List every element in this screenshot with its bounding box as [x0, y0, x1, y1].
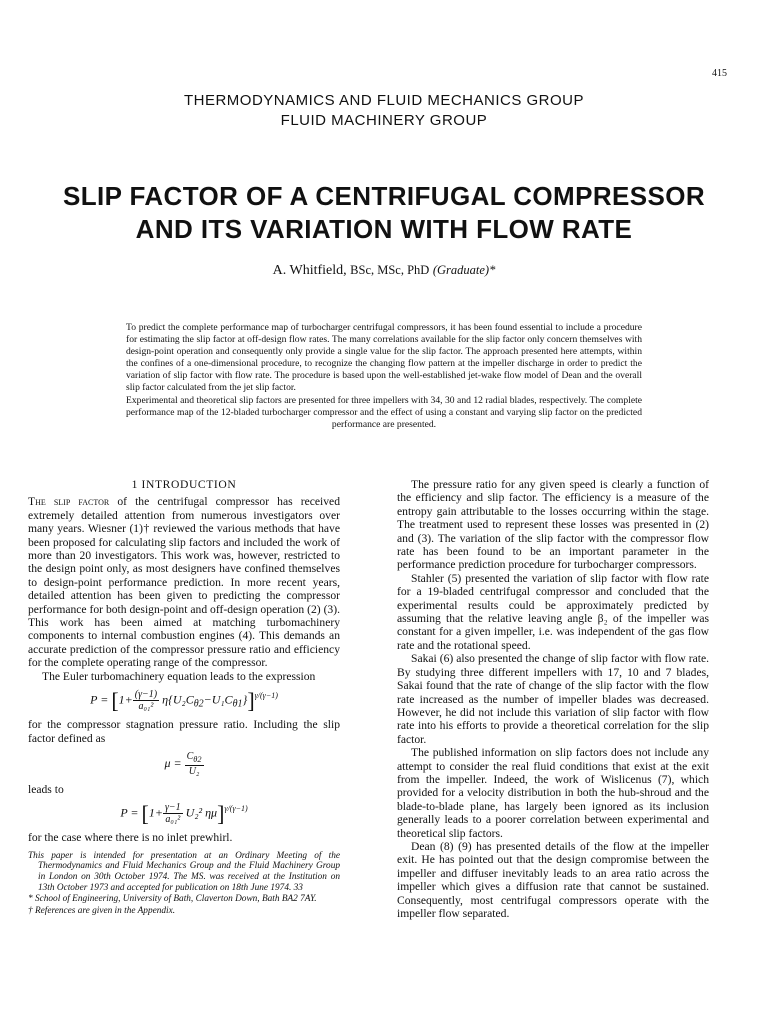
intro-text: of the centrifugal compressor has received extremely detailed attention from numerous investigators over many years. Wiesner (1)† reviewed the various methods that have been proposed for calculating slip factors and included the work of more than 20 investigators. This work was, however, restricted to the design point only, as most designers have confined themselves to design-point performance prediction. In more recent years, detailed attention has been given to predicting the compressor performance for both design-point and off-design operation (2) (3). This work has been aimed at matching turbomachinery components to internal combustion engines (4). This demands an accurate prediction of the compressor pressure ratio and efficiency for the complete operating range of the compressor. [28, 495, 340, 670]
abstract [126, 322, 642, 431]
leads-to: leads to [28, 782, 64, 796]
footnote-presentation: This paper is intended for presentation at an Ordinary Meeting of the Thermodynamics and Fluid Mechanics Group and the Fluid Machinery Group in London on 30th October 1974. The MS. was received at the Institution on 13th October 1973 and accepted for publication on 18th June 1974. 33 [28, 850, 340, 893]
right-paragraph-3: Sakai (6) also presented the change of slip factor with flow rate. By studying three different impellers with 17, 10 and 7 blades, Sakai found that the rate of change of the slip factor with the flow rate increased as the number of impeller blades was decreased. However, he did not include this variation of slip factor with flow rate into his efforts to provide a theoretical correlation for the slip factor. [397, 652, 709, 746]
abstract-paragraph-1: To predict the complete performance map of turbocharger centrifugal compressors, it has been found essential to include a procedure for estimating the slip factor at off-design flow rates. The many correlations available for the slip factor only concern themselves with design-point operation and consequently only provide a single value for the slip factor. The approach presented here attempts, within the confines of a one-dimensional procedure, to recognize the changing flow pattern at the impeller discharge in order to predict the variation of slip factor with flow rate. The procedure is based upon the well-established jet-wake flow model of Dean and the overall slip factor calculated from the jet slip factor. [126, 322, 642, 394]
abstract-paragraph-2: Experimental and theoretical slip factors are presented for three impellers with 34, 30 and 12 radial blades, respectively. The complete performance map of the 12-bladed turbocharger compressor and the effect of using a constant and varying slip factor on the predicted performance are presented. [126, 394, 642, 430]
right-paragraph-5: Dean (8) (9) has presented details of the flow at the impeller exit. He has pointed out that the design compromise between the impeller and diffuser inevitably leads to an area ratio across the impeller which gives a diffusion rate that cannot be sustained. Consequently, most centrifugal compressors operate with the impeller flow separated. [397, 839, 709, 920]
paper-title-line1: SLIP FACTOR OF A CENTRIFUGAL COMPRESSOR [62, 181, 706, 211]
equation-with-slip: P = [1+ $\frac{\gamma-1}{\text{a₀₁²}}$ U₂² ημ]$^{\gamma/(\gamma-1)}$ [120, 801, 248, 827]
right-paragraph-1: The pressure ratio for any given speed is clearly a function of the efficiency and slip factor. The efficiency is a measure of the entropy gain attributable to the losses occurring within the stage. The treatment used to represent these losses was presented in (2) and (3). The variation of the slip factor with the compressor flow rate has been found to be an important parameter in the performance prediction procedure for turbocharger compressors. [397, 478, 709, 572]
intro-paragraph-4: for the case where there is no inlet prewhirl. [28, 831, 233, 845]
right-paragraph-2: Stahler (5) presented the variation of slip factor with flow rate for a 19-bladed centrifugal compressor and concluded that the experimental results could be approximately predicted by assuming that the relative leaving angle β₂ of the impeller was constant for a given impeller, i.e. was independent of the gas flow rate and the rotational speed. [397, 571, 709, 652]
footnotes [28, 851, 340, 917]
right-paragraph-4: The published information on slip factors does not include any attempt to consider the real fluid conditions that exist at the exit from the impeller. Indeed, the work of Wislicenus (7), which provided for a velocity distribution in both the hub-shroud and the blade-to-blade plane, has largely been ignored as its inclusion generally leads to a poorer correlation between experimental and theoretical slip factors. [397, 746, 709, 840]
equation-pressure-ratio: P = [1+ $\frac{(\gamma-1)}{\text{a₀₁²}}$ $\eta\{U_2C_{\theta 2}-U_1C_{\theta 1}\}]^{\gamma/(\gamma-1)}$ [90, 687, 278, 713]
author-grade: (Graduate)* [432, 263, 496, 277]
author-line [0, 263, 768, 279]
page-number: 415 [712, 68, 727, 79]
subgroup-name: FLUID MACHINERY GROUP [280, 112, 488, 129]
group-name: THERMODYNAMICS AND FLUID MECHANICS GROUP [183, 92, 585, 109]
right-column [397, 478, 709, 920]
intro-paragraph-2: The Euler turbomachinery equation leads to the expression [42, 669, 316, 683]
lead-in: The slip factor [28, 495, 110, 509]
author-name: A. Whitfield, [272, 263, 347, 278]
equation-slip-factor: μ = $\frac{C_{\theta 2}}{\text{U₂}}$ [164, 750, 202, 777]
paper-title-line2: AND ITS VARIATION WITH FLOW RATE [135, 214, 633, 244]
footnote-affiliation: * School of Engineering, University of Bath, Claverton Down, Bath BA2 7AY. [28, 894, 317, 905]
intro-paragraph-1 [28, 495, 340, 669]
intro-paragraph-3: for the compressor stagnation pressure ratio. Including the slip factor defined as [28, 718, 340, 745]
author-degrees: BSc, MSc, PhD [350, 263, 430, 277]
left-column [28, 478, 340, 917]
section-heading: 1 INTRODUCTION [131, 478, 237, 491]
footnote-references: † References are given in the Appendix. [28, 905, 176, 916]
